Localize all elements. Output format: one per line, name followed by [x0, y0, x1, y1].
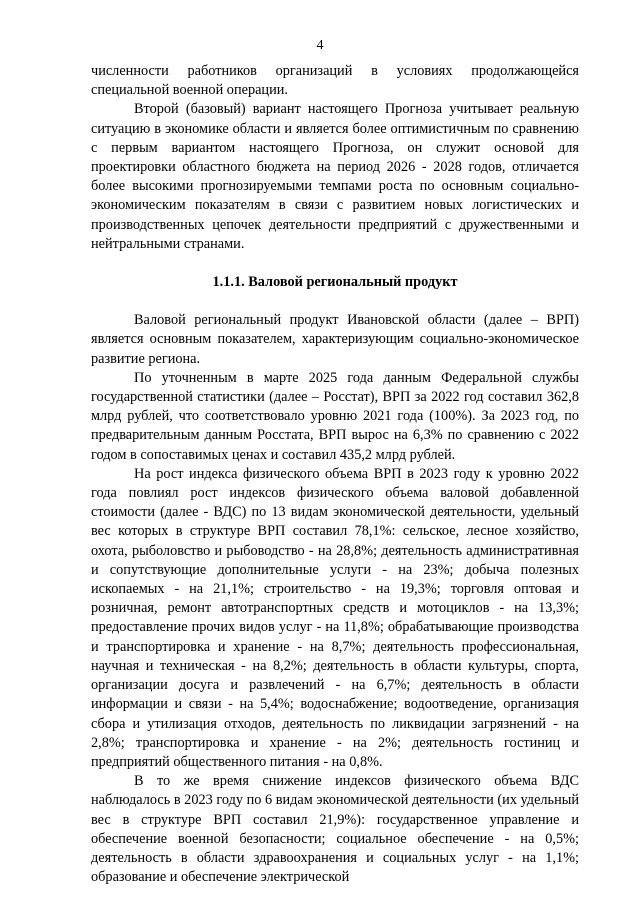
- paragraph-decline-factors: В то же время снижение индексов физического объема ВДС наблюдалось в 2023 году по 6 видам экономической деятельности (их удельный вес в структуре ВРП составил 21,9%): государственное управление и обеспечение военной безопасности; социальное обеспечение - на 0,5%; деятельность в области здравоохранения и социальных услуг - на 1,1%; образование и обеспечение электрической: [91, 773, 579, 886]
- document-body: [91, 62, 579, 887]
- paragraph-growth-factors: На рост индекса физического объема ВРП в 2023 году к уровню 2022 года повлиял рост индексов физического объема валовой добавленной стоимости (далее - ВДС) по 13 видам экономической деятельности, удельный вес которых в структуре ВРП составил 78,1%: сельское, лесное хозяйство, охота, рыболовство и рыбоводство - на 28,8%; деятельность административная и сопутствующие дополнительные услуги - на 23%; добыча полезных ископаемых - на 21,1%; строительство - на 19,3%; торговля оптовая и розничная, ремонт автотранспортных средств и мотоциклов - на 13,3%; предоставление прочих видов услуг - на 11,8%; обрабатывающие производства и транспортировка и хранение - на 8,7%; деятельность профессиональная, научная и техническая - на 8,2%; деятельность в области культуры, спорта, организации досуга и развлечений - на 6,7%; деятельность в области информации и связи - на 5,4%; водоснабжение; водоотведение, организация сбора и утилизация отходов, деятельность по ликвидации загрязнений - на 2,8%; транспортировка и хранение - на 2%; деятельность гостиниц и предприятий общественного питания - на 0,8%.: [91, 465, 579, 770]
- paragraph-base-variant: Второй (базовый) вариант настоящего Прогноза учитывает реальную ситуацию в экономике области и является более оптимистичным по сравнению с первым вариантом настоящего Прогноза, он служит основой для проектировки областного бюджета на период 2026 - 2028 годов, отличается более высокими прогнозируемыми темпами роста по основным социально-экономическим показателям в связи с развитием новых логистических и производственных цепочек деятельности предприятий с дружественными и нейтральными странами.: [91, 101, 579, 252]
- page-number: 4: [316, 38, 324, 53]
- paragraph-vrp-definition: Валовой региональный продукт Ивановской области (далее – ВРП) является основным показателем, характеризующим социально-экономическое развитие региона.: [91, 312, 579, 367]
- paragraph-continuation: численности работников организаций в условиях продолжающейся специальной военной операции.: [91, 63, 579, 99]
- section-heading: 1.1.1. Валовой региональный продукт: [212, 274, 458, 291]
- paragraph-vrp-figures: По уточненным в марте 2025 года данным Федеральной службы государственной статистики (далее – Росстат), ВРП за 2022 год составил 362,8 млрд рублей, что соответствовало уровню 2021 года (100%). За 2023 год, по предварительным данным Росстата, ВРП вырос на 6,3% по сравнению с 2022 годом в сопоставимых ценах и составил 435,2 млрд рублей.: [91, 369, 579, 463]
